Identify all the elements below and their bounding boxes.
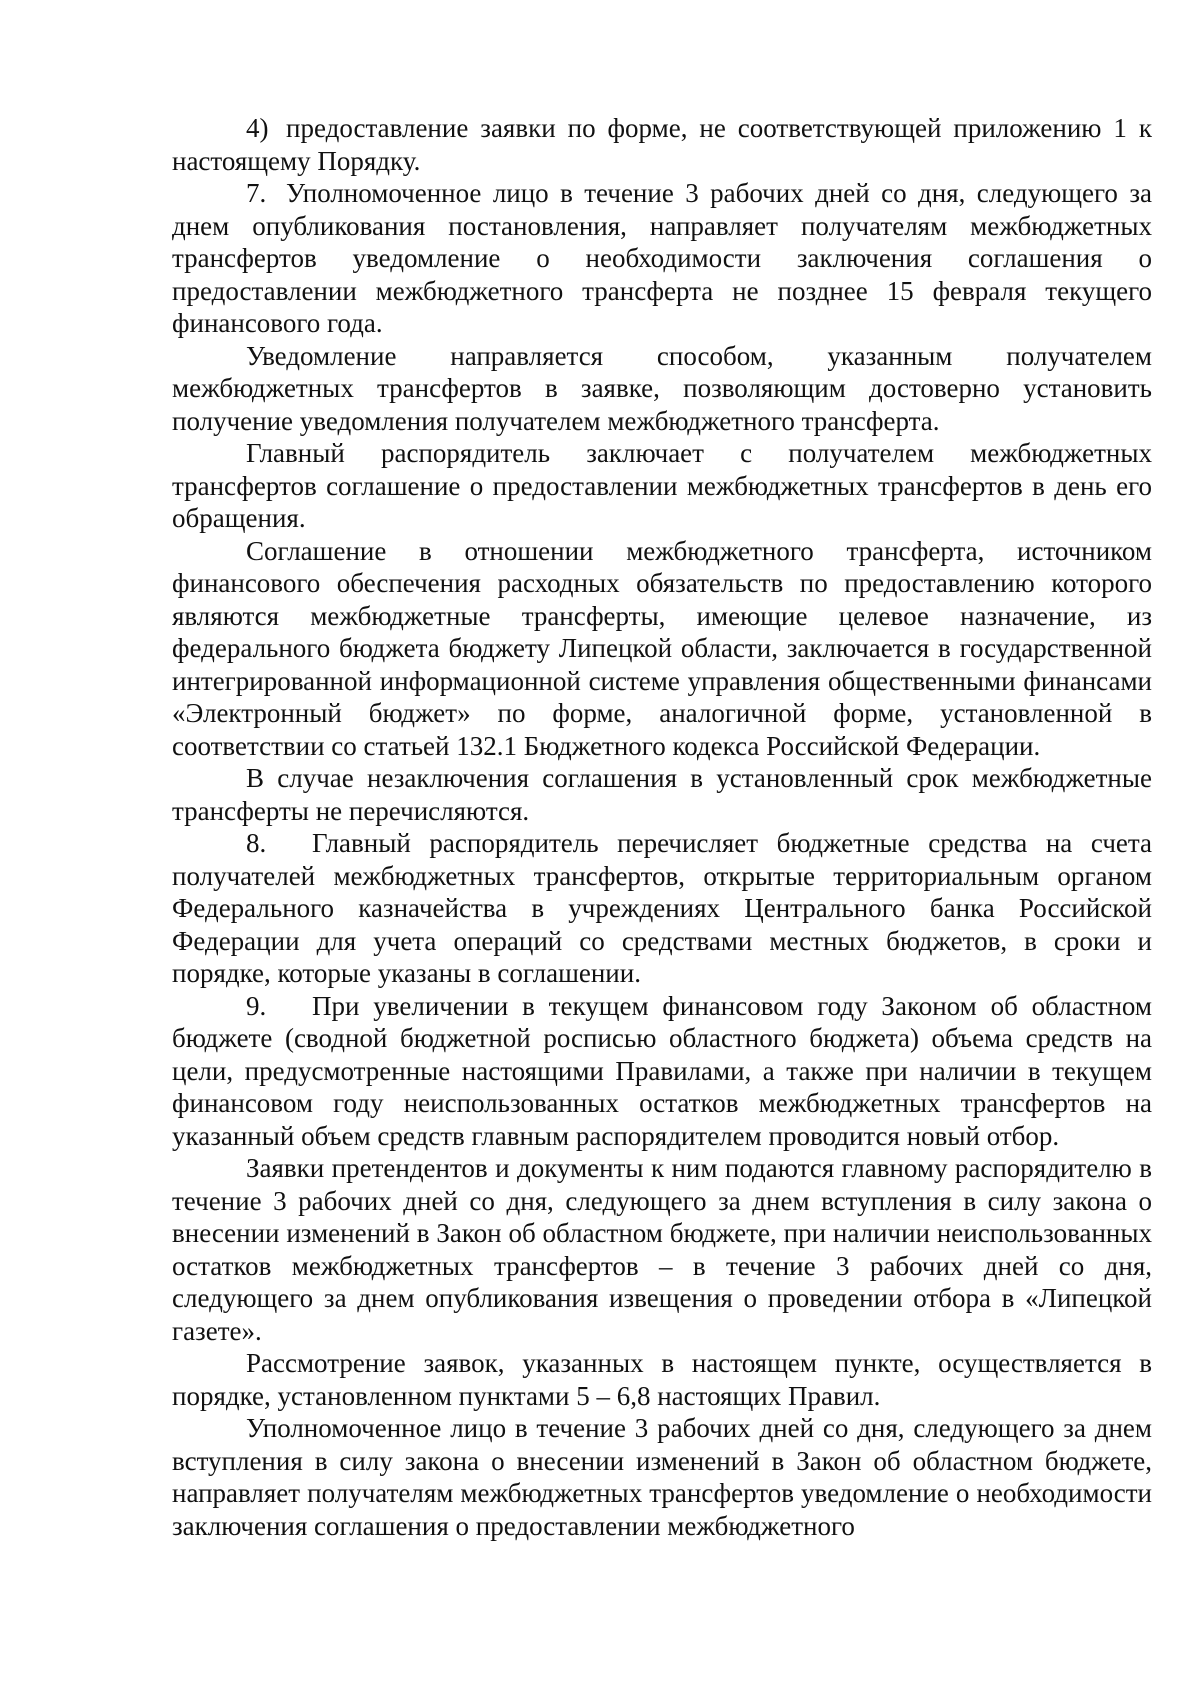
paragraph-text: При увеличении в текущем финансовом году Законом об областном бюджете (сводной бюджетной росписью областного бюджета) объема средств на цели, предусмотренные настоящими Правилами, а также при наличии в текущем финансовом году неиспользованных остатков межбюджетных трансфертов на указанный объем средств главным распорядителем проводится новый отбор. bbox=[172, 990, 1152, 1151]
clause-number: 8. bbox=[246, 828, 267, 858]
paragraph-new-notification: Уполномоченное лицо в течение 3 рабочих дней со дня, следующего за днем вступления в силу закона о внесении изменений в Закон об областном бюджете, направляет получателям межбюджетных трансфертов уведомление о необходимости заключения соглашения о предоставлении межбюджетного bbox=[172, 1413, 1152, 1541]
paragraph-item-4 bbox=[172, 112, 1152, 177]
paragraph-applications-submission: Заявки претендентов и документы к ним подаются главному распорядителю в течение 3 рабочих дней со дня, следующего за днем вступления в силу закона о внесении изменений в Закон об областном бюджете, при наличии неиспользованных остатков межбюджетных трансфертов – в течение 3 рабочих дней со дня, следующего за днем опубликования извещения о проведении отбора в «Липецкой газете». bbox=[172, 1153, 1152, 1346]
paragraph-clause-8 bbox=[172, 827, 1152, 990]
document-page bbox=[172, 112, 1152, 1542]
paragraph-text: Уполномоченное лицо в течение 3 рабочих дней со дня, следующего за днем опубликования постановления, направляет получателям межбюджетных трансфертов уведомление о необходимости заключения соглашения о предоставлении межбюджетного трансферта не позднее 15 февраля текущего финансового года. bbox=[172, 178, 1152, 338]
clause-number: 7. bbox=[246, 178, 267, 208]
paragraph-agreement-conclusion: Главный распорядитель заключает с получателем межбюджетных трансфертов соглашение о предоставлении межбюджетных трансфертов в день его обращения. bbox=[172, 438, 1152, 533]
paragraph-text: предоставление заявки по форме, не соответствующей приложению 1 к настоящему Порядку. bbox=[172, 113, 1152, 176]
paragraph-clause-9 bbox=[172, 990, 1152, 1153]
paragraph-notification-method: Уведомление направляется способом, указанным получателем межбюджетных трансфертов в заявке, позволяющим достоверно установить получение уведомления получателем межбюджетного трансферта. bbox=[172, 340, 1152, 436]
paragraph-text: Главный распорядитель перечисляет бюджетные средства на счета получателей межбюджетных трансфертов, открытые территориальным органом Федерального казначейства в учреждениях Центрального банка Российской Федерации для учета операций со средствами местных бюджетов, в сроки и порядке, которые указаны в соглашении. bbox=[172, 828, 1152, 988]
paragraph-clause-7 bbox=[172, 177, 1152, 340]
paragraph-applications-review: Рассмотрение заявок, указанных в настоящем пункте, осуществляется в порядке, установленном пунктами 5 – 6,8 настоящих Правил. bbox=[172, 1348, 1152, 1411]
item-number: 4) bbox=[246, 113, 269, 143]
clause-number: 9. bbox=[246, 990, 267, 1021]
paragraph-no-agreement: В случае незаключения соглашения в установленный срок межбюджетные трансферты не перечисляются. bbox=[172, 763, 1152, 826]
paragraph-electronic-budget: Соглашение в отношении межбюджетного трансферта, источником финансового обеспечения расходных обязательств по предоставлению которого являются межбюджетные трансферты, имеющие целевое назначение, из федерального бюджета бюджету Липецкой области, заключается в государственной интегрированной информационной системе управления общественными финансами «Электронный бюджет» по форме, аналогичной форме, установленной в соответствии со статьей 132.1 Бюджетного кодекса Российской Федерации. bbox=[172, 535, 1152, 761]
